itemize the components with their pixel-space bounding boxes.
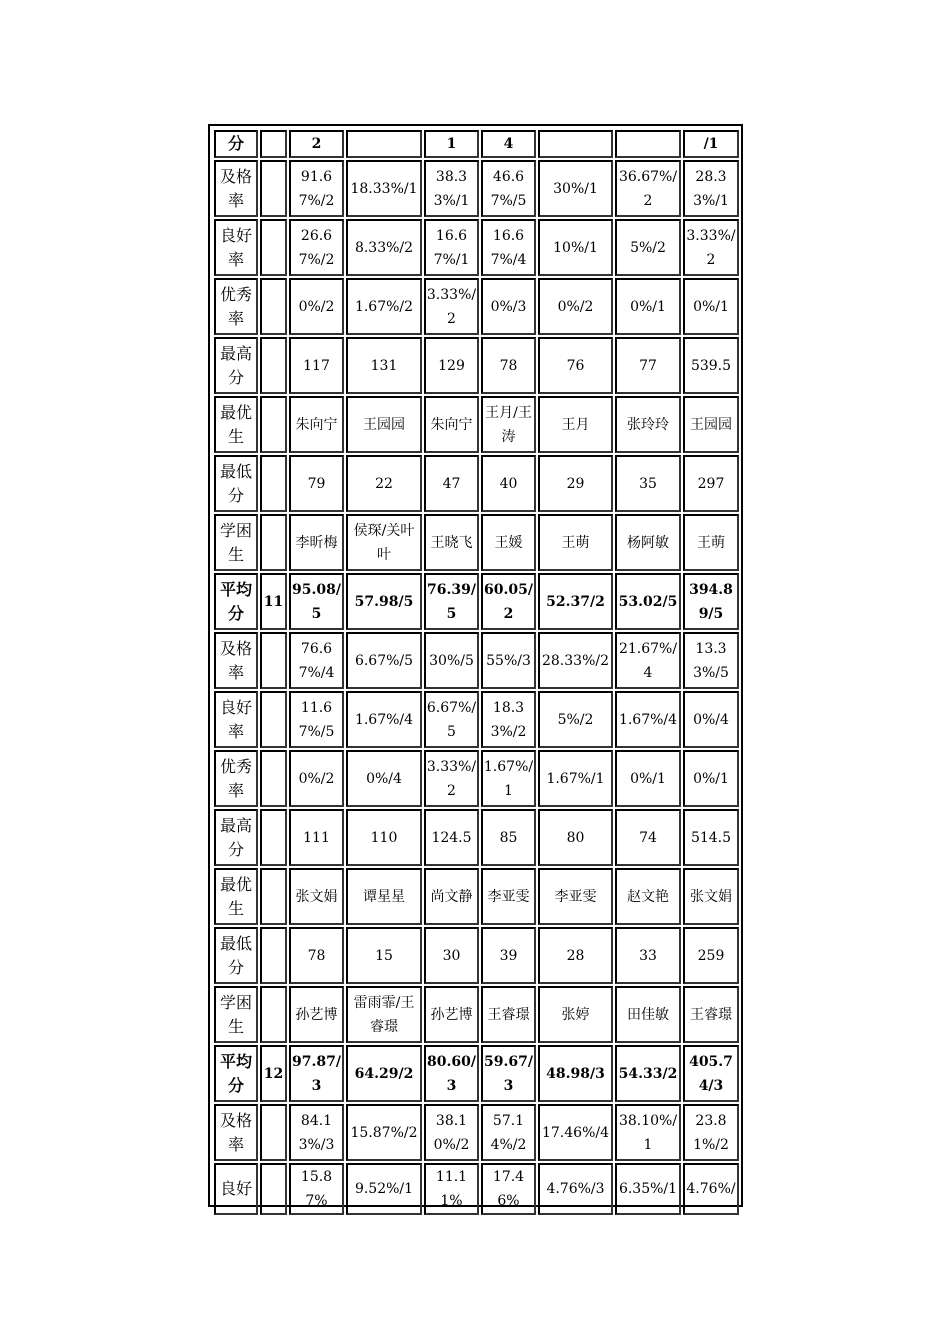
table-row	[214, 514, 739, 571]
score-cell: 131	[346, 337, 422, 394]
class-number-cell	[260, 455, 287, 512]
row-label: 学困生	[214, 986, 258, 1043]
score-cell: 47	[424, 455, 479, 512]
class-number-cell	[260, 691, 287, 748]
score-cell: 1.67%/1	[538, 750, 613, 807]
row-label: 平均分	[214, 1045, 258, 1102]
row-label: 最高分	[214, 809, 258, 866]
score-cell: 1.67%/4	[346, 691, 422, 748]
score-cell: 王园园	[683, 396, 739, 453]
score-cell: 80	[538, 809, 613, 866]
class-number-cell	[260, 337, 287, 394]
score-cell: 3.33%/2	[424, 750, 479, 807]
score-cell: 60.05/2	[481, 573, 536, 630]
score-cell: 91.67%/2	[289, 160, 344, 217]
score-cell: 18.33%/2	[481, 691, 536, 748]
score-cell: 97.87/3	[289, 1045, 344, 1102]
score-cell: 0%/4	[346, 750, 422, 807]
score-cell: /1	[683, 130, 739, 158]
score-cell: 74	[615, 809, 681, 866]
score-cell: 1	[424, 130, 479, 158]
score-cell: 朱向宁	[289, 396, 344, 453]
score-cell: 3.33%/2	[683, 219, 739, 276]
score-cell: 王睿璟	[481, 986, 536, 1043]
score-cell: 5%/2	[615, 219, 681, 276]
class-number-cell	[260, 1163, 287, 1215]
score-table-body	[214, 130, 739, 1215]
score-cell: 雷雨霏/王睿璟	[346, 986, 422, 1043]
score-cell: 77	[615, 337, 681, 394]
score-cell: 0%/2	[289, 278, 344, 335]
score-cell: 0%/4	[683, 691, 739, 748]
score-cell: 11.11%	[424, 1163, 479, 1215]
score-cell: 李亚雯	[481, 868, 536, 925]
row-label: 及格率	[214, 1104, 258, 1161]
score-cell: 84.13%/3	[289, 1104, 344, 1161]
score-cell	[538, 130, 613, 158]
score-cell: 王睿璟	[683, 986, 739, 1043]
score-cell: 1.67%/2	[346, 278, 422, 335]
score-cell: 0%/1	[615, 278, 681, 335]
score-cell: 539.5	[683, 337, 739, 394]
row-label: 及格率	[214, 632, 258, 689]
score-table-frame	[208, 124, 743, 1207]
table-row	[214, 130, 739, 158]
row-label: 良好率	[214, 691, 258, 748]
score-cell: 53.02/5	[615, 573, 681, 630]
score-cell: 0%/2	[538, 278, 613, 335]
score-cell	[615, 130, 681, 158]
score-cell: 13.33%/5	[683, 632, 739, 689]
class-number-cell: 12	[260, 1045, 287, 1102]
score-cell: 117	[289, 337, 344, 394]
table-row	[214, 160, 739, 217]
row-label: 优秀率	[214, 278, 258, 335]
score-cell: 23.81%/2	[683, 1104, 739, 1161]
score-cell: 杨阿敏	[615, 514, 681, 571]
score-cell: 6.67%/5	[346, 632, 422, 689]
score-cell: 48.98/3	[538, 1045, 613, 1102]
class-number-cell	[260, 809, 287, 866]
row-label: 及格率	[214, 160, 258, 217]
table-row	[214, 927, 739, 984]
score-cell: 0%/1	[683, 750, 739, 807]
row-label: 平均分	[214, 573, 258, 630]
score-cell: 15.87%/2	[346, 1104, 422, 1161]
row-label: 优秀率	[214, 750, 258, 807]
score-cell: 孙艺博	[289, 986, 344, 1043]
score-cell: 李亚雯	[538, 868, 613, 925]
score-cell: 40	[481, 455, 536, 512]
row-label: 学困生	[214, 514, 258, 571]
score-cell: 10%/1	[538, 219, 613, 276]
table-row	[214, 632, 739, 689]
score-cell: 张文娟	[683, 868, 739, 925]
class-number-cell	[260, 750, 287, 807]
row-label: 分	[214, 130, 258, 158]
score-cell: 孙艺博	[424, 986, 479, 1043]
score-cell: 11.67%/5	[289, 691, 344, 748]
class-number-cell	[260, 514, 287, 571]
score-cell: 26.67%/2	[289, 219, 344, 276]
score-cell: 0%/2	[289, 750, 344, 807]
score-cell: 王月	[538, 396, 613, 453]
score-cell: 17.46%/4	[538, 1104, 613, 1161]
score-cell: 36.67%/2	[615, 160, 681, 217]
score-cell: 110	[346, 809, 422, 866]
score-cell: 王园园	[346, 396, 422, 453]
score-cell: 64.29/2	[346, 1045, 422, 1102]
score-cell: 259	[683, 927, 739, 984]
table-row	[214, 573, 739, 630]
score-cell: 129	[424, 337, 479, 394]
score-cell: 0%/1	[615, 750, 681, 807]
score-cell: 30%/5	[424, 632, 479, 689]
class-number-cell	[260, 219, 287, 276]
score-cell: 57.98/5	[346, 573, 422, 630]
score-table	[212, 128, 741, 1217]
score-cell: 王萌	[538, 514, 613, 571]
score-cell: 33	[615, 927, 681, 984]
row-label: 最低分	[214, 455, 258, 512]
score-cell: 王媛	[481, 514, 536, 571]
score-cell: 124.5	[424, 809, 479, 866]
table-row	[214, 219, 739, 276]
table-row	[214, 278, 739, 335]
score-cell: 297	[683, 455, 739, 512]
table-row	[214, 337, 739, 394]
class-number-cell	[260, 396, 287, 453]
score-cell: 79	[289, 455, 344, 512]
score-cell: 30	[424, 927, 479, 984]
score-cell: 9.52%/1	[346, 1163, 422, 1215]
class-number-cell	[260, 927, 287, 984]
score-cell: 王萌	[683, 514, 739, 571]
class-number-cell	[260, 986, 287, 1043]
table-row	[214, 809, 739, 866]
score-cell: 28.33%/1	[683, 160, 739, 217]
class-number-cell	[260, 632, 287, 689]
score-cell: 39	[481, 927, 536, 984]
table-row	[214, 455, 739, 512]
score-cell: 朱向宁	[424, 396, 479, 453]
score-cell: 6.35%/1	[615, 1163, 681, 1215]
score-cell: 55%/3	[481, 632, 536, 689]
score-cell: 80.60/3	[424, 1045, 479, 1102]
table-row	[214, 396, 739, 453]
score-cell: 4.76%/3	[538, 1163, 613, 1215]
score-cell: 52.37/2	[538, 573, 613, 630]
row-label: 最优生	[214, 396, 258, 453]
row-label: 最优生	[214, 868, 258, 925]
score-cell: 15.87%	[289, 1163, 344, 1215]
score-cell: 0%/1	[683, 278, 739, 335]
score-cell: 21.67%/4	[615, 632, 681, 689]
score-cell: 谭星星	[346, 868, 422, 925]
score-cell: 尚文静	[424, 868, 479, 925]
score-cell: 95.08/5	[289, 573, 344, 630]
score-cell: 16.67%/4	[481, 219, 536, 276]
score-cell: 28.33%/2	[538, 632, 613, 689]
score-cell: 59.67/3	[481, 1045, 536, 1102]
score-cell: 54.33/2	[615, 1045, 681, 1102]
score-cell: 16.67%/1	[424, 219, 479, 276]
score-cell: 29	[538, 455, 613, 512]
class-number-cell: 11	[260, 573, 287, 630]
table-row	[214, 1104, 739, 1161]
score-cell: 2	[289, 130, 344, 158]
score-cell: 侯琛/关叶叶	[346, 514, 422, 571]
score-cell: 38.10%/1	[615, 1104, 681, 1161]
score-cell: 李昕梅	[289, 514, 344, 571]
table-row	[214, 691, 739, 748]
score-cell: 514.5	[683, 809, 739, 866]
table-row	[214, 868, 739, 925]
score-cell: 赵文艳	[615, 868, 681, 925]
table-row	[214, 1045, 739, 1102]
class-number-cell	[260, 130, 287, 158]
score-cell	[346, 130, 422, 158]
score-cell: 4	[481, 130, 536, 158]
table-row	[214, 986, 739, 1043]
score-cell: 3.33%/2	[424, 278, 479, 335]
score-cell: 76	[538, 337, 613, 394]
score-cell: 6.67%/5	[424, 691, 479, 748]
score-cell: 15	[346, 927, 422, 984]
table-row	[214, 750, 739, 807]
score-cell: 张文娟	[289, 868, 344, 925]
score-cell: 111	[289, 809, 344, 866]
score-cell: 76.67%/4	[289, 632, 344, 689]
score-cell: 1.67%/1	[481, 750, 536, 807]
score-cell: 张婷	[538, 986, 613, 1043]
score-cell: 46.67%/5	[481, 160, 536, 217]
row-label: 最高分	[214, 337, 258, 394]
score-cell: 38.33%/1	[424, 160, 479, 217]
score-cell: 田佳敏	[615, 986, 681, 1043]
class-number-cell	[260, 1104, 287, 1161]
score-cell: 405.74/3	[683, 1045, 739, 1102]
score-cell: 394.89/5	[683, 573, 739, 630]
score-cell: 85	[481, 809, 536, 866]
row-label: 良好	[214, 1163, 258, 1215]
score-cell: 0%/3	[481, 278, 536, 335]
score-cell: 王晓飞	[424, 514, 479, 571]
score-cell: 28	[538, 927, 613, 984]
class-number-cell	[260, 278, 287, 335]
score-cell: 78	[289, 927, 344, 984]
row-label: 最低分	[214, 927, 258, 984]
score-cell: 4.76%/	[683, 1163, 739, 1215]
row-label: 良好率	[214, 219, 258, 276]
score-cell: 18.33%/1	[346, 160, 422, 217]
score-cell: 5%/2	[538, 691, 613, 748]
score-cell: 张玲玲	[615, 396, 681, 453]
class-number-cell	[260, 868, 287, 925]
table-row	[214, 1163, 739, 1215]
score-cell: 1.67%/4	[615, 691, 681, 748]
score-cell: 王月/王涛	[481, 396, 536, 453]
class-number-cell	[260, 160, 287, 217]
score-cell: 8.33%/2	[346, 219, 422, 276]
score-cell: 38.10%/2	[424, 1104, 479, 1161]
score-cell: 30%/1	[538, 160, 613, 217]
score-cell: 22	[346, 455, 422, 512]
score-cell: 76.39/5	[424, 573, 479, 630]
score-cell: 17.46%	[481, 1163, 536, 1215]
score-cell: 35	[615, 455, 681, 512]
score-cell: 57.14%/2	[481, 1104, 536, 1161]
score-cell: 78	[481, 337, 536, 394]
